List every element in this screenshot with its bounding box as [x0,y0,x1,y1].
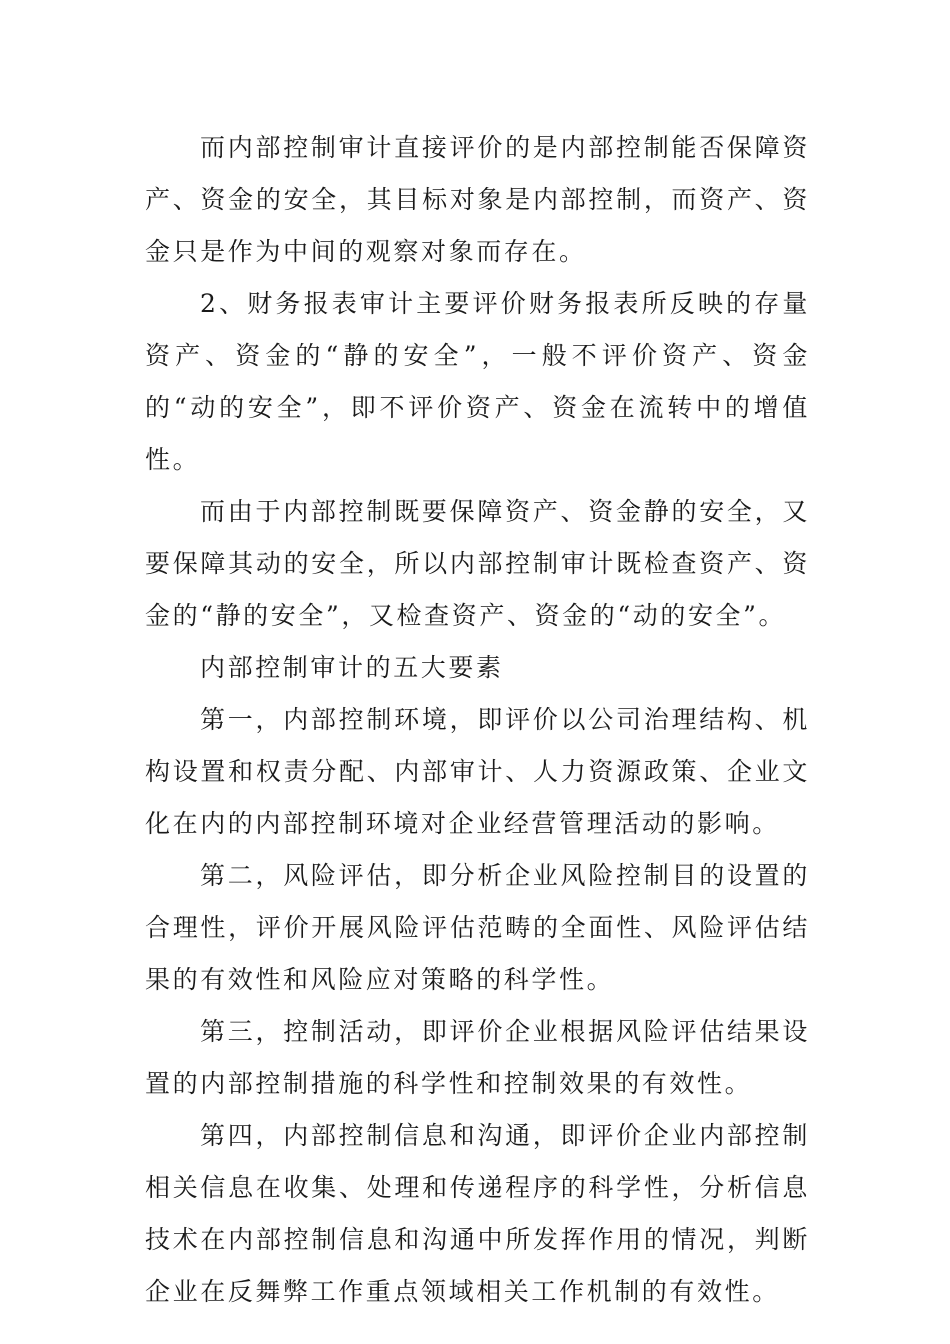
paragraph-element-1-control-environment: 第一，内部控制环境，即评价以公司治理结构、机构设置和权责分配、内部审计、人力资源政策、企业文化在内的内部控制环境对企业经营管理活动的影响。 [145,705,810,838]
paragraph-element-4-information-communication: 第四，内部控制信息和沟通，即评价企业内部控制相关信息在收集、处理和传递程序的科学性，分析信息技术在内部控制信息和沟通中所发挥作用的情况，判断企业在反舞弊工作重点领域相关工作机制的有效性。 [145,1121,810,1306]
document-body [145,122,810,1318]
paragraph-static-dynamic-safety: 而由于内部控制既要保障资产、资金静的安全，又要保障其动的安全，所以内部控制审计既检查资产、资金的“静的安全”，又检查资产、资金的“动的安全”。 [145,497,810,630]
section-heading-five-elements: 内部控制审计的五大要素 [200,653,504,682]
paragraph-element-2-risk-assessment: 第二，风险评估，即分析企业风险控制目的设置的合理性，评价开展风险评估范畴的全面性、风险评估结果的有效性和风险应对策略的科学性。 [145,861,810,994]
paragraph-financial-statement-audit: 2、财务报表审计主要评价财务报表所反映的存量资产、资金的“静的安全”，一般不评价资产、资金的“动的安全”，即不评价资产、资金在流转中的增值性。 [145,289,810,474]
paragraph-element-3-control-activities: 第三，控制活动，即评价企业根据风险评估结果设置的内部控制措施的科学性和控制效果的有效性。 [145,1017,810,1098]
paragraph-internal-control-audit-target: 而内部控制审计直接评价的是内部控制能否保障资产、资金的安全，其目标对象是内部控制，而资产、资金只是作为中间的观察对象而存在。 [145,133,810,266]
